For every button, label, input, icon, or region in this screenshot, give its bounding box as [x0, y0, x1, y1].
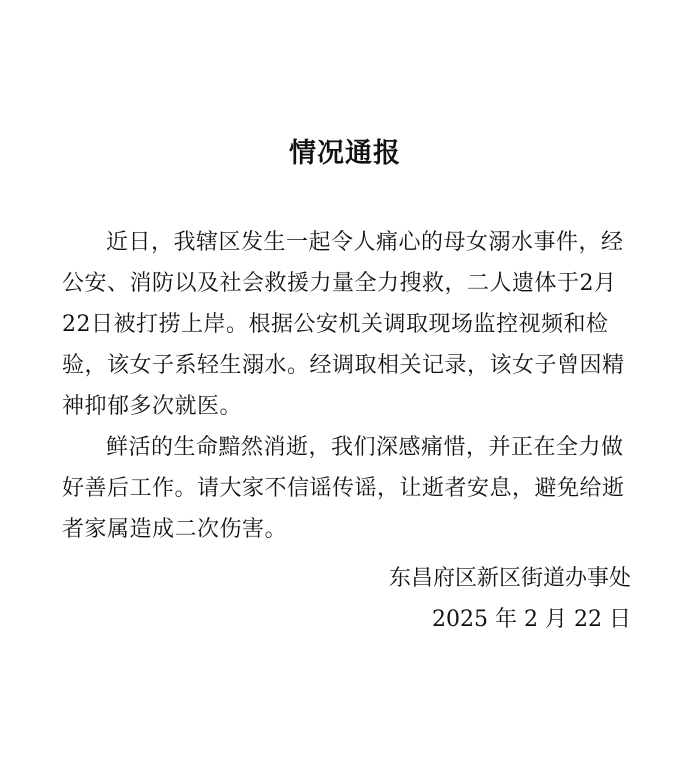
paragraph-2: 鲜活的生命黯然消逝，我们深感痛惜，并正在全力做好善后工作。请大家不信谣传谣，让逝者安息，避免给逝者家属造成二次伤害。: [62, 435, 625, 542]
document-body: [62, 222, 642, 550]
paragraph-1: 近日，我辖区发生一起令人痛心的母女溺水事件，经公安、消防以及社会救援力量全力搜救，二人遗体于2月22日被打捞上岸。根据公安机关调取现场监控视频和检验，该女子系轻生溺水。经调取相关记录，该女子曾因精神抑郁多次就医。: [62, 230, 625, 419]
issuing-organization: 东昌府区新区街道办事处: [388, 566, 631, 591]
document-title: 情况通报: [289, 138, 401, 169]
issue-date: 2025 年 2 月 22 日: [432, 607, 631, 632]
signature-block: [389, 558, 631, 640]
